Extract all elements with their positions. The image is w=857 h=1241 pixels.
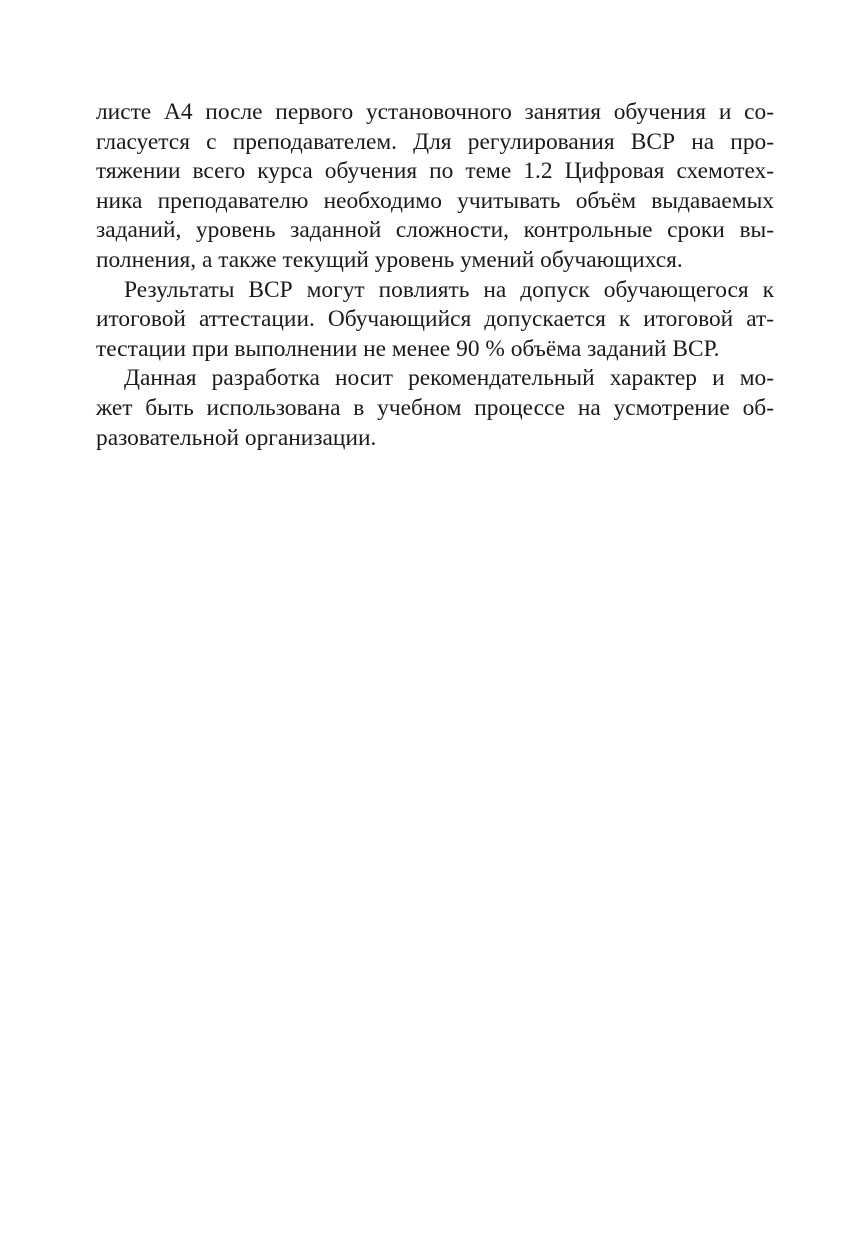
text-line: жет быть использована в учебном процессе на усмотрение об- [96, 394, 774, 421]
body-text [96, 98, 774, 453]
text-line: заданий, уровень заданной сложности, контрольные сроки вы- [96, 217, 774, 244]
text-line: гласуется с преподавателем. Для регулирования ВСР на про- [96, 128, 774, 155]
text-line: тестации при выполнении не менее 90 % объёма заданий ВСР. [96, 335, 720, 362]
text-line: ника преподавателю необходимо учитывать объём выдаваемых [96, 187, 774, 214]
paragraph-3 [96, 364, 774, 453]
text-line: листе А4 после первого установочного занятия обучения и со- [96, 99, 774, 125]
paragraph-1 [96, 98, 774, 276]
text-line: Данная разработка носит рекомендательный характер и мо- [124, 365, 774, 392]
paragraph-2 [96, 276, 774, 365]
text-line: тяжении всего курса обучения по теме 1.2 Цифровая схемотех- [96, 158, 774, 185]
text-line: Результаты ВСР могут повлиять на допуск обучающегося к [124, 276, 774, 303]
text-line: разовательной организации. [96, 424, 377, 451]
text-line: полнения, а также текущий уровень умений обучающихся. [96, 246, 683, 273]
text-line: итоговой аттестации. Обучающийся допускается к итоговой ат- [96, 306, 774, 333]
